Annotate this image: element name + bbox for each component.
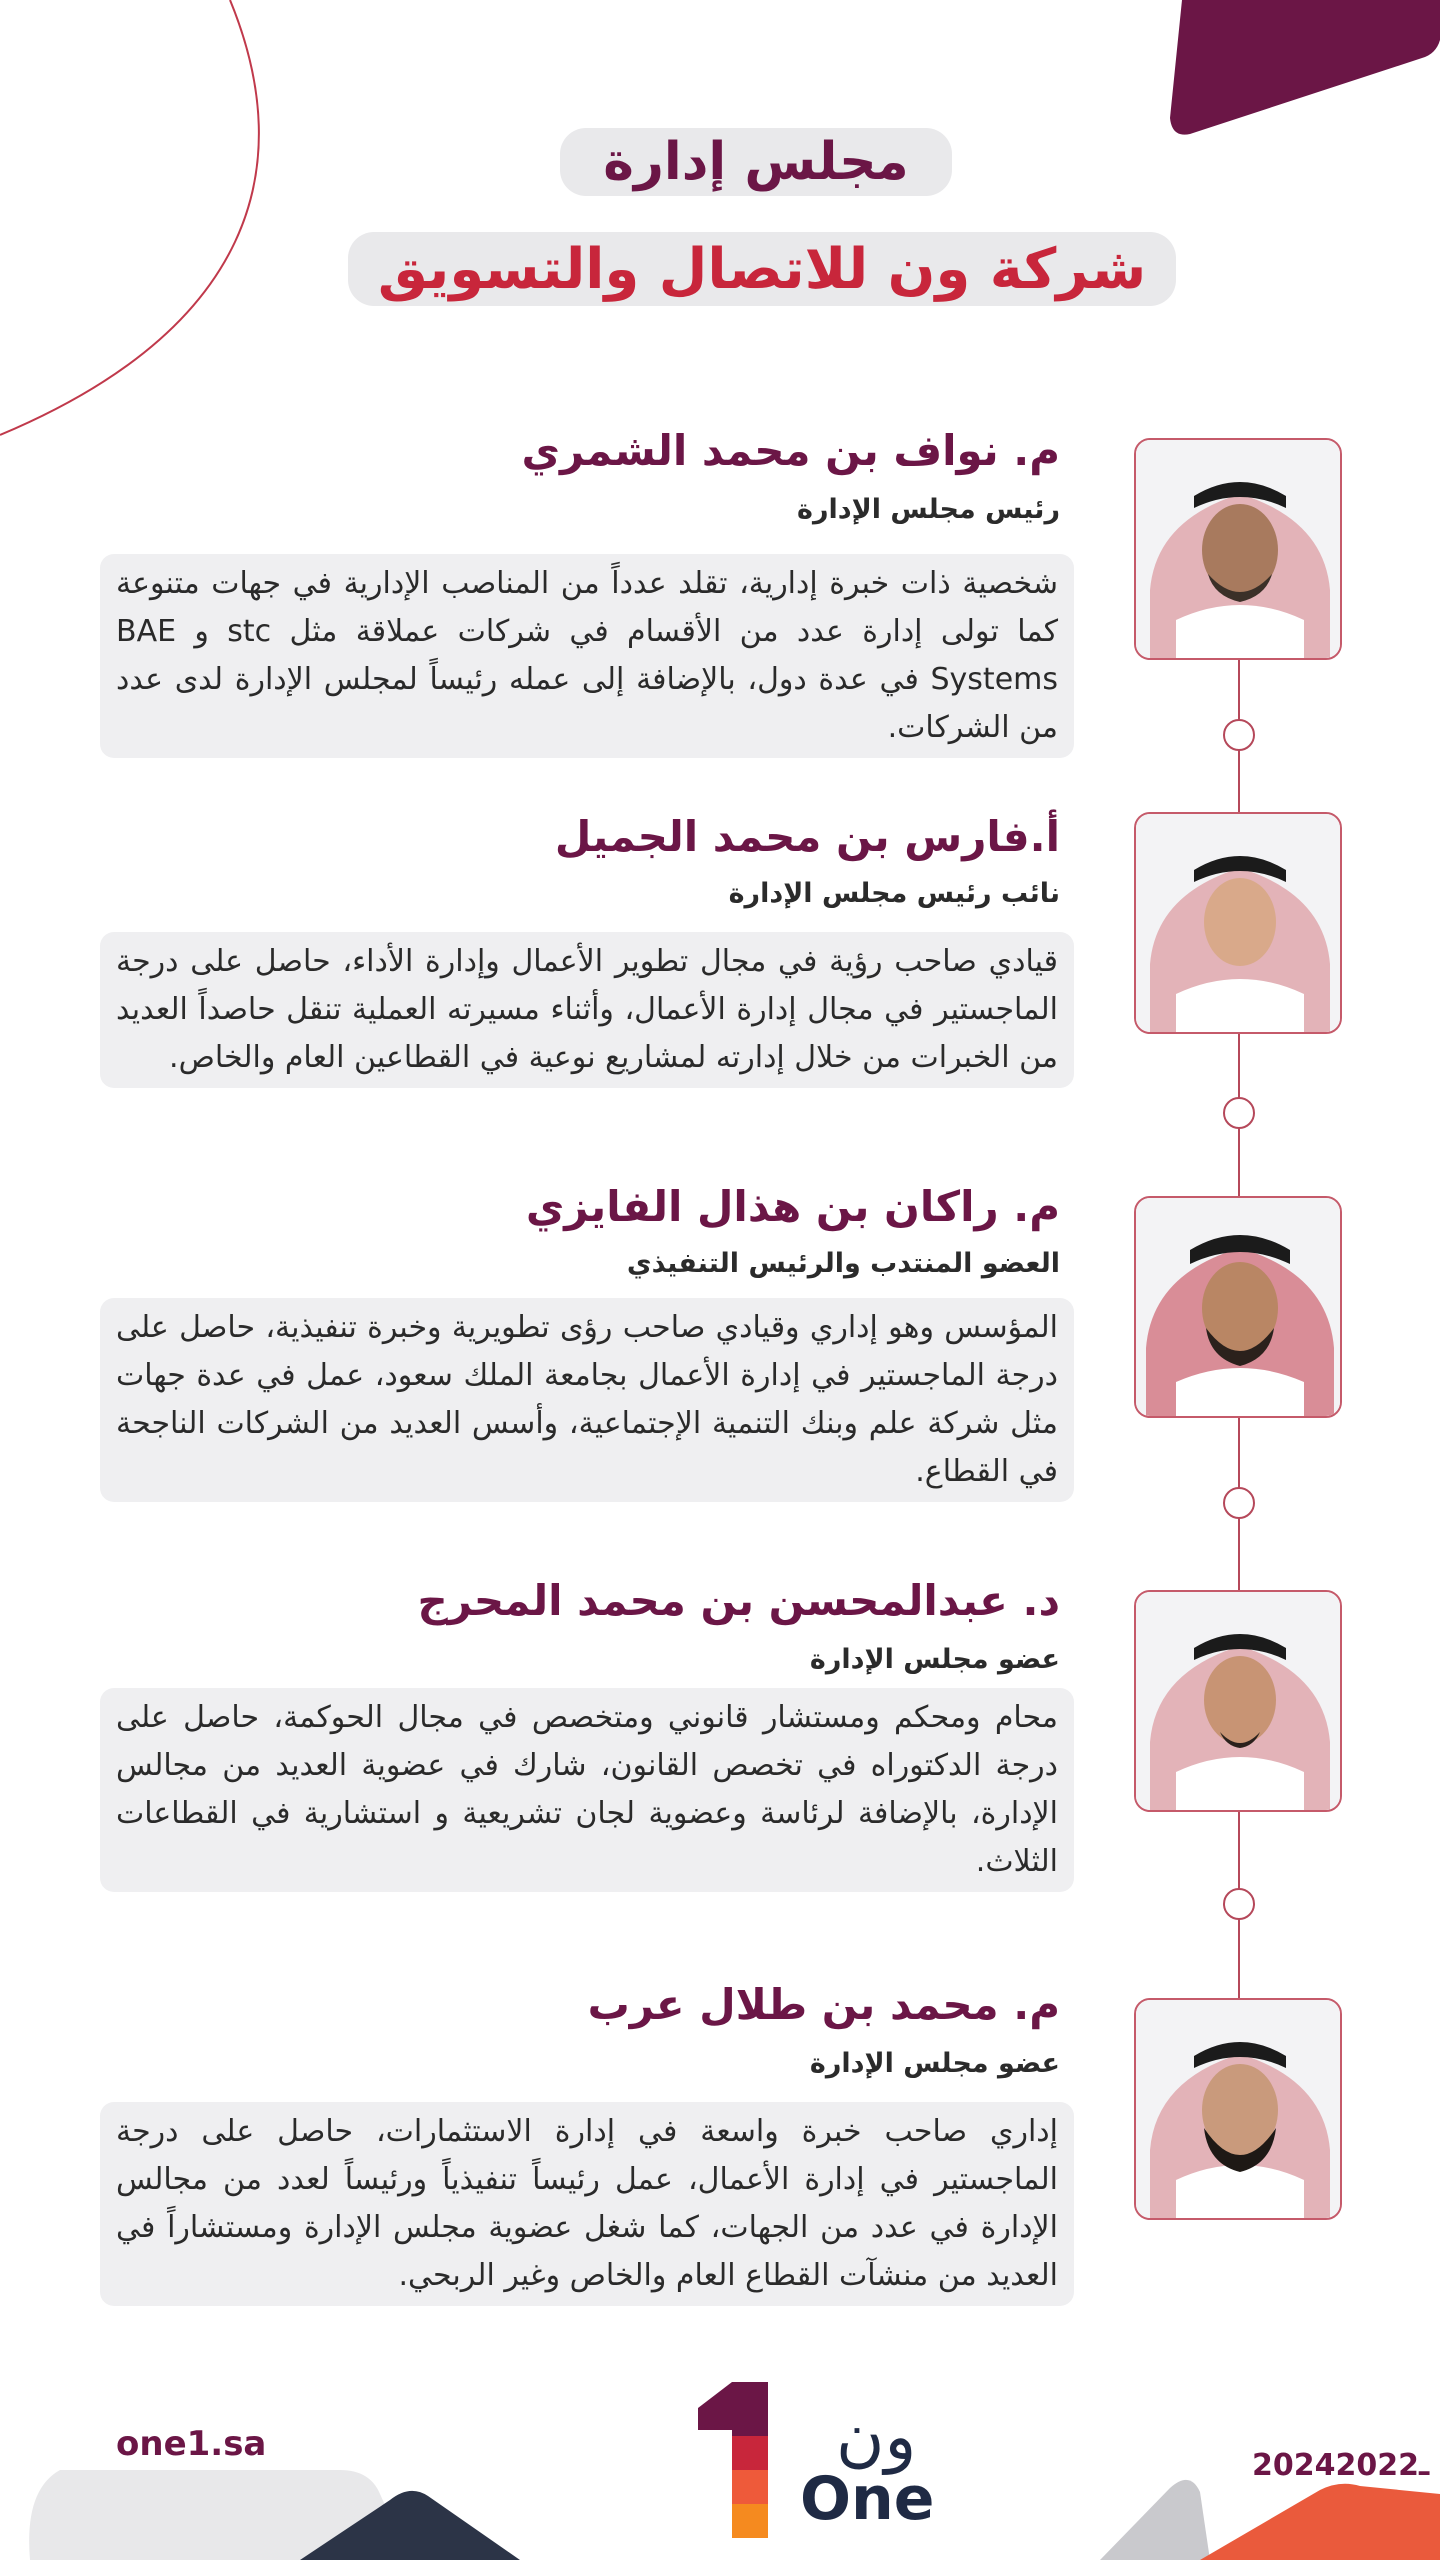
timeline-node: [1223, 1888, 1255, 1920]
corner-arc-decoration: [0, 0, 280, 450]
company-name-title: شركة ون للاتصال والتسويق: [348, 232, 1176, 306]
member-name: أ.فارس بن محمد الجميل: [554, 812, 1060, 861]
member-photo: [1134, 438, 1342, 660]
year-range: 2024ـ2022: [1252, 2448, 1430, 2483]
one-logo-mark: [692, 2380, 772, 2540]
bottom-left-shapes-decoration: [0, 2440, 560, 2560]
page-title: مجلس إدارة: [560, 128, 952, 196]
member-photo: [1134, 1196, 1342, 1418]
person-portrait-icon: [1136, 1592, 1342, 1812]
member-role: رئيس مجلس الإدارة: [797, 494, 1060, 525]
timeline-node: [1223, 1487, 1255, 1519]
member-bio: قيادي صاحب رؤية في مجال تطوير الأعمال وإدارة الأداء، حاصل على درجة الماجستير في مجال إدارة الأعمال، وأثناء مسيرته العملية تنقل حاصداً العديد من الخبرات من خلال إدارته لمشاريع نوعية في القطاعين العام والخاص.: [100, 932, 1074, 1088]
member-role: عضو مجلس الإدارة: [809, 2048, 1060, 2079]
person-portrait-icon: [1136, 440, 1342, 660]
member-bio: محام ومحكم ومستشار قانوني ومتخصص في مجال الحوكمة، حاصل على درجة الدكتوراه في تخصص القانون، شارك في عضوية العديد من مجالس الإدارة، بالإضافة لرئاسة وعضوية لجان تشريعية و استشارية في القطاعات الثلاث.: [100, 1688, 1074, 1892]
member-bio: شخصية ذات خبرة إدارية، تقلد عدداً من المناصب الإدارية في جهات متنوعة كما تولى إدارة عدد من الأقسام في شركات عملاقة مثل stc و BAE Systems في عدة دول، بالإضافة إلى عمله رئيساً لمجلس الإدارة لدى عدد من الشركات.: [100, 554, 1074, 758]
person-portrait-icon: [1136, 814, 1342, 1034]
logo-arabic-text: ون: [836, 2398, 917, 2475]
member-bio: إداري صاحب خبرة واسعة في إدارة الاستثمارات، حاصل على درجة الماجستير في إدارة الأعمال، عمل رئيساً تنفيذياً ورئيساً لعدد من مجالس الإدارة في عدد من الجهات، كما شغل عضوية مجلس الإدارة ومستشاراً في العديد من منشآت القطاع العام والخاص وغير الربحي.: [100, 2102, 1074, 2306]
top-right-shape-decoration: [1160, 0, 1440, 140]
member-name: د. عبدالمحسن بن محمد المحرج: [417, 1576, 1060, 1625]
member-bio: المؤسس وهو إداري وقيادي صاحب رؤى تطويرية وخبرة تنفيذية، حاصل على درجة الماجستير في إدارة الأعمال بجامعة الملك سعود، عمل في عدة جهات مثل شركة علم وبنك التنمية الإجتماعية، وأسس العديد من الشركات الناجحة في القطاع.: [100, 1298, 1074, 1502]
person-portrait-icon: [1136, 2000, 1342, 2220]
timeline-node: [1223, 719, 1255, 751]
member-role: نائب رئيس مجلس الإدارة: [728, 878, 1060, 909]
member-name: م. محمد بن طلال عرب: [587, 1980, 1060, 2029]
member-role: العضو المنتدب والرئيس التنفيذي: [626, 1248, 1060, 1279]
member-photo: [1134, 812, 1342, 1034]
member-photo: [1134, 1998, 1342, 2220]
member-name: م. راكان بن هذال الفايزي: [525, 1182, 1060, 1231]
person-portrait-icon: [1136, 1198, 1342, 1418]
member-role: عضو مجلس الإدارة: [809, 1644, 1060, 1675]
logo-english-text: One: [800, 2464, 935, 2534]
member-photo: [1134, 1590, 1342, 1812]
website-link[interactable]: one1.sa: [116, 2424, 267, 2464]
timeline-node: [1223, 1097, 1255, 1129]
member-name: م. نواف بن محمد الشمري: [521, 426, 1060, 475]
